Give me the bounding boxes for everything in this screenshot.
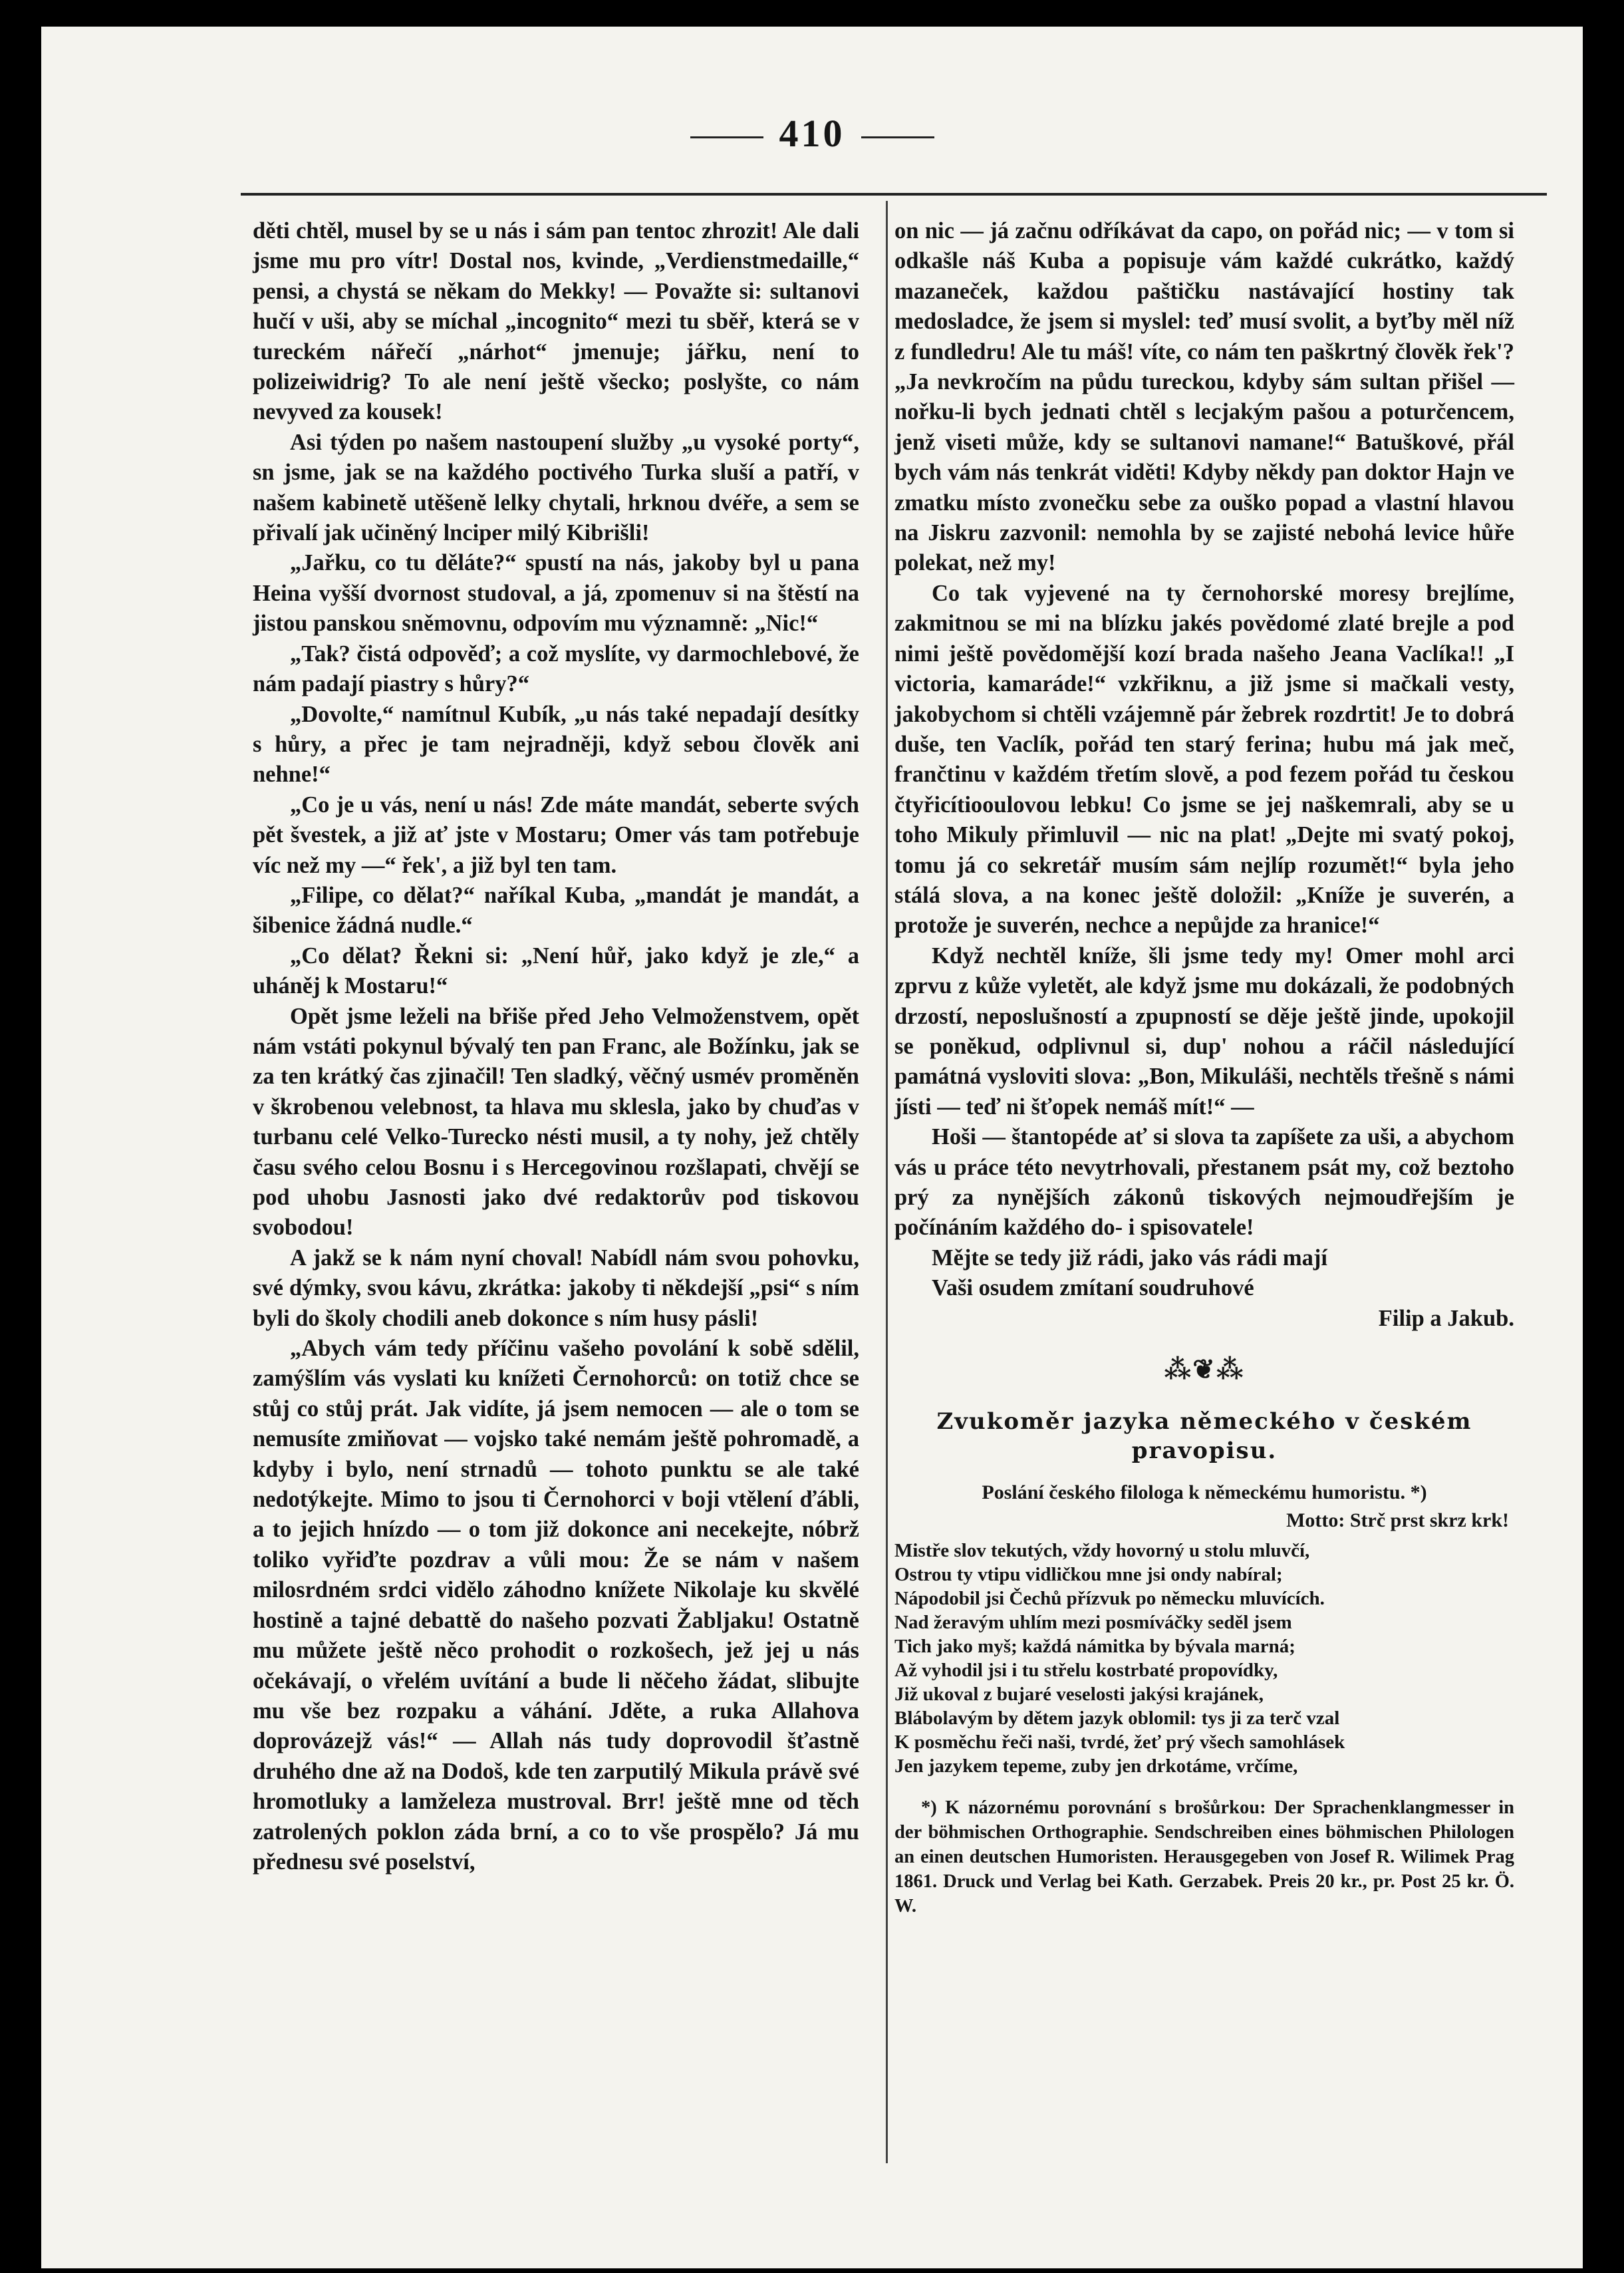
paragraph: on nic — já začnu odříkávat da capo, on pořád nic; — v tom si odkašle náš Kuba a popisuje vám každé cukrátko, každý mazaneček, každou paštičku nastávající hostiny tak medosladce, že jsem si myslel: teď musí svolit, a byťby měl níž z fundledru! Ale tu máš! víte, co nám ten paškrtný člověk řek'? „Ja nevkročím na půdu tureckou, kdyby sám sultan přišel — nořku-li bych jednati chtěl s lecjakým pašou a poturčencem, jenž viseti může, kdy se sultanovi namane!“ Batuškové, přál bych vám nás tenkrát viděti! Kdyby někdy pan doktor Hajn ve zmatku místo zvonečku sebe za ouško popad a vlastní hlavou na Jiskru zazvonil: nemohla by se zajisté nebohá levice hůře polekat, než my! — [894, 218, 1514, 576]
paragraph: „Co je u vás, není u nás! Zde máte mandát, seberte svých pět švestek, a již ať jste v Mostaru; Omer vás tam potřebuje víc než my —“ řek', a již byl ten tam. — [253, 792, 859, 878]
poem-line: K posměchu řeči naši, tvrdé, žeť prý všech samohlásek — [894, 1732, 1345, 1753]
newspaper-page — [41, 27, 1583, 2268]
poem-line: Až vyhodil jsi i tu střelu kostrbaté propovídky, — [894, 1660, 1278, 1682]
motto: Motto: Strč prst skrz krk! — [1286, 1509, 1509, 1532]
ornament-divider: ⁂❦⁂ — [1164, 1354, 1245, 1385]
signature: Filip a Jakub. — [1378, 1305, 1514, 1331]
paragraph: Mějte se tedy již rádi, jako vás rádi mají — [932, 1245, 1327, 1271]
poem-line: Tich jako myš; každá námitka by bývala marná; — [894, 1636, 1295, 1658]
paragraph: Když nechtěl kníže, šli jsme tedy my! Omer mohl arci zprvu z kůže vyletět, ale když jsme mu dokázali, že podobných drzostí, neposlušností a zpupností se děje ještě jinde, upokojil se poněkud, odplivnul si, dup' nohou a ráčil následující památná vysloviti slova: „Bon, Mikuláši, nechtěls třešně s námi jísti — teď ni šťopek nemáš mít!“ — — [894, 943, 1514, 1120]
article-title: Zvukoměr jazyka německého v českém pravopisu. — [936, 1408, 1472, 1465]
page-number: 410 — [41, 114, 1583, 153]
paragraph: Co tak vyjevené na ty černohorské moresy brejlíme, zakmitnou se mi na blízku jakés povědomé zlaté brejle a pod nimi ještě povědomější kozí brada našeho Jeana Vaclíka!! „I victoria, kamaráde!“ vzkřiknu, a již jsme si mačkali vesty, jakobychom si chtěli vzájemně pár žebrek rozdrtit! Je to dobrá duše, ten Vaclík, pořád ten starý ferina; hubu má jak meč, frančtinu v každém třetím slově, a pod fezem pořád tu českou čtyřicítiooulovou lebku! Co jsme se jej naškemrali, aby se u toho Mikuly přimluvil — nic na plat! „Dejte mi svatý pokoj, tomu já co sekretář musím sám nejlíp rozumět!“ byla jeho stálá slova, a na konec ještě doložil: „Kníže je suverén, a protože je suverén, nechce a nepůjde za hranice!“ — [894, 580, 1514, 939]
paragraph: „Co dělat? Řekni si: „Není hůř, jako když je zle,“ a uháněj k Mostaru!“ — [253, 943, 859, 999]
paragraph: „Filipe, co dělat?“ naříkal Kuba, „mandát je mandát, a šibenice žádná nudle.“ — [253, 882, 859, 939]
paragraph: Opět jsme leželi na břiše před Jeho Velmoženstvem, opět nám vstáti pokynul bývalý ten pan Franc, ale Božínku, jak se za ten krátký čas zjinačil! Ten sladký, věčný usmév proměněn v škrobenou velebnost, ta hlava mu sklesla, jako by chuďas v turbanu celé Velko-Turecko nésti musil, a ty nohy, jež chtěly času svého celou Bosnu i s Hercegovinou rozšlapati, chvějí se pod uhobu Jasnosti jako dvé redaktorův pod tiskovou svobodou! — [253, 1003, 859, 1241]
poem-line: Ostrou ty vtipu vidličkou mne jsi ondy nabíral; — [894, 1564, 1283, 1586]
poem-line: Již ukoval z bujaré veselosti jakýsi krajánek, — [894, 1684, 1264, 1706]
paragraph: Hoši — štantopéde ať si slova ta zapíšete za uši, a abychom vás u práce této nevytrhovali, přestanem psát my, což beztoho prý za nynějších zákonů tiskových nejmoudřejším je počínáním každého do- i spisovatele! — [894, 1124, 1514, 1241]
footnote: *) K názornému porovnání s brošůrkou: Der Sprachenklangmesser in der böhmischen Orthographie. Sendschreiben eines böhmischen Philologen an einen deutschen Humoristen. Herausgegeben von Josef R. Wilimek Prag 1861. Druck und Verlag bei Kath. Gerzabek. Preis 20 kr., pr. Post 25 kr. Ö. W. — [894, 1797, 1514, 1917]
poem-line: Nad žeravým uhlím mezi posmíváčky seděl jsem — [894, 1612, 1292, 1634]
poem-line: Blábolavým by dětem jazyk oblomil: tys ji za terč vzal — [894, 1708, 1340, 1730]
paragraph: „Tak? čistá odpověď; a což myslíte, vy darmochlebové, že nám padají piastry s hůry?“ — [253, 641, 859, 697]
column-divider — [886, 201, 888, 2163]
paragraph: „Dovolte,“ namítnul Kubík, „u nás také nepadají desítky s hůry, a přec je tam nejradněji, když sebou člověk ani nehne!“ — [253, 701, 859, 788]
signoff-line: Vaši osudem zmítaní soudruhové — [932, 1275, 1254, 1301]
paragraph: Asi týden po našem nastoupení služby „u vysoké porty“, sn jsme, jak se na každého poctivého Turka sluší a patří, v našem kabinetě utěšeně lelky chytali, hrknou dvéře, a sem se přivalí jak učiněný lnciper milý Kibrišli! — [253, 429, 859, 546]
header-rule — [241, 193, 1547, 196]
poem-line: Mistře slov tekutých, vždy hovorný u stolu mluvčí, — [894, 1540, 1310, 1562]
poem-line: Jen jazykem tepeme, zuby jen drkotáme, vrčíme, — [894, 1755, 1298, 1777]
right-column — [894, 216, 1514, 1918]
poem-line: Nápodobil jsi Čechů přízvuk po německu mluvících. — [894, 1588, 1325, 1610]
paragraph: A jakž se k nám nyní choval! Nabídl nám svou pohovku, své dýmky, svou kávu, zkrátka: jakoby ti někdejší „psi“ s ním byli do školy chodili aneb dokonce s ním husy pásli! — [253, 1245, 859, 1331]
paragraph: „Abych vám tedy příčinu vašeho povolání k sobě sdělil, zamýšlím vás vyslati ku knížeti Černohorců: on totiž chce se stůj co stůj prát. Jak vidíte, já jsem nemocen — ale o tom se nemusíte zmiňovat — vojsko také nemám ještě pohromadě, a kdyby i bylo, není strnadů — tohoto punktu se ale také nedotýkejte. Mimo to jsou ti Černohorci v boji vtělení ďábli, a to jejich hnízdo — o tom již dokonce ani necekejte, nóbrž toliko vyřiďte pozdrav a vůli mou: Že se nám v našem milosrdném srdci vidělo záhodno knížete Nikolaje ku skvělé hostině a tajné debattě do našeho pozvati Žabljaku! Ostatně mu můžete ještě něco prohodit o rozkošech, jež jej u nás očekávají, o vřelém uvítání a bude li něčeho žádat, slibujte mu vše bez rozpaku a váhání. Jděte, a ruka Allahova doprovázejž vás!“ — Allah nás tudy doprovodil šťastně druhého dne až na Dodoš, kde ten zarputilý Mikula právě své hromotluky a lamželeza mustroval. Brr! ještě mne od těch zatrolených poklon záda brní, a co to vše prospělo? Já mu přednesu své poselství, — [253, 1336, 859, 1875]
article-subheading: Poslání českého filologa k německému humoristu. *) — [982, 1481, 1427, 1504]
paragraph: „Jařku, co tu děláte?“ spustí na nás, jakoby byl u pana Heina vyšší dvornost studoval, a já, zpomenuv si na štěstí na jistou panskou sněmovnu, odpovím mu významně: „Nic!“ — [253, 550, 859, 637]
paragraph: děti chtěl, musel by se u nás i sám pan tentoc zhrozit! Ale dali jsme mu pro vítr! Dostal nos, kvinde, „Verdienstmedaille,“ pensi, a chystá se někam do Mekky! — Považte si: sultanovi hučí v uši, aby se míchal „incognito“ mezi tu sběř, která se v tureckém nářečí „nárhot“ jmenuje; jářku, není to polizeiwidrig? To ale není ještě všecko; poslyšte, co nám nevyved za kousek! — [253, 218, 859, 425]
left-column — [253, 216, 859, 1877]
poem — [894, 1539, 1514, 1778]
